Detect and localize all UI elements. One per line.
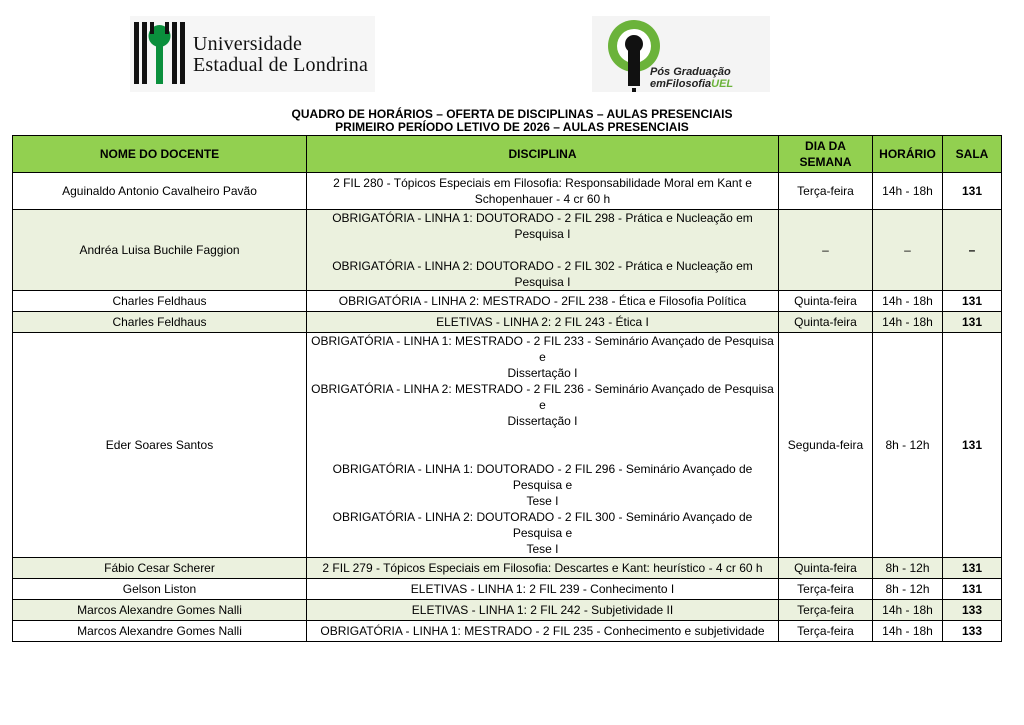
cell-horario: 8h - 12h (873, 579, 943, 600)
disciplina-line: ELETIVAS - LINHA 1: 2 FIL 239 - Conhecimento I (410, 582, 675, 596)
cell-docente: Fábio Cesar Scherer (13, 558, 307, 579)
header-horario: HORÁRIO (873, 136, 943, 173)
cell-docente: Charles Feldhaus (13, 291, 307, 312)
cell-docente: Marcos Alexandre Gomes Nalli (13, 621, 307, 642)
cell-docente: Eder Soares Santos (13, 333, 307, 558)
disciplina-line: OBRIGATÓRIA - LINHA 1: DOUTORADO - 2 FIL 296 - Seminário Avançado de Pesquisa e (332, 462, 753, 492)
cell-dia: Terça-feira (779, 579, 873, 600)
disciplina-line: OBRIGATÓRIA - LINHA 2: DOUTORADO - 2 FIL 302 - Prática e Nucleação em Pesquisa I (332, 259, 753, 289)
header-dia-line1: DIA DA (805, 139, 846, 153)
cell-disciplina (307, 558, 779, 579)
cell-horario: 14h - 18h (873, 173, 943, 210)
header-dia-line2: SEMANA (799, 155, 852, 169)
pos-line2 (650, 78, 733, 90)
cell-docente: Charles Feldhaus (13, 312, 307, 333)
header-dia (779, 136, 873, 173)
disciplina-line: OBRIGATÓRIA - LINHA 2: DOUTORADO - 2 FIL 300 - Seminário Avançado de Pesquisa e (332, 510, 753, 540)
disciplina-line: Tese I (526, 542, 559, 556)
cell-horario: 14h - 18h (873, 621, 943, 642)
cell-sala: 131 (943, 558, 1002, 579)
cell-horario: 8h - 12h (873, 333, 943, 558)
disciplina-line: 2 FIL 279 - Tópicos Especiais em Filosofia: Descartes e Kant: heurístico - 4 cr 60 h (322, 561, 763, 575)
header-sala: SALA (943, 136, 1002, 173)
cell-dia: Quinta-feira (779, 291, 873, 312)
cell-sala: 131 (943, 291, 1002, 312)
cell-sala: 133 (943, 621, 1002, 642)
cell-disciplina (307, 312, 779, 333)
cell-horario: 14h - 18h (873, 291, 943, 312)
cell-disciplina (307, 333, 779, 558)
disciplina-line: ELETIVAS - LINHA 1: 2 FIL 242 - Subjetividade II (411, 603, 674, 617)
cell-dia: Segunda-feira (779, 333, 873, 558)
cell-dia: Terça-feira (779, 173, 873, 210)
cell-dia: Terça-feira (779, 621, 873, 642)
cell-disciplina (307, 600, 779, 621)
cell-disciplina (307, 173, 779, 210)
table-row (13, 558, 1002, 579)
cell-sala: 131 (943, 333, 1002, 558)
cell-sala: 131 (943, 312, 1002, 333)
page-subtitle: PRIMEIRO PERÍODO LETIVO DE 2026 – AULAS PRESENCIAIS (335, 120, 689, 134)
header-docente: NOME DO DOCENTE (13, 136, 307, 173)
cell-sala: 133 (943, 600, 1002, 621)
cell-sala: 131 (943, 173, 1002, 210)
pos-graduacao-logo (592, 16, 770, 92)
cell-sala: 131 (943, 579, 1002, 600)
cell-docente: Gelson Liston (13, 579, 307, 600)
table-row (13, 579, 1002, 600)
cell-disciplina (307, 621, 779, 642)
disciplina-line: OBRIGATÓRIA - LINHA 1: MESTRADO - 2 FIL 235 - Conhecimento e subjetividade (320, 624, 765, 638)
cell-horario: – (873, 210, 943, 291)
table-row (13, 210, 1002, 291)
table-row (13, 621, 1002, 642)
disciplina-line: Tese I (526, 494, 559, 508)
cell-sala: – (943, 210, 1002, 291)
disciplina-line: Schopenhauer - 4 cr 60 h (474, 192, 611, 206)
uel-emblem-icon (132, 20, 190, 86)
uel-logo (130, 16, 375, 92)
table-row (13, 173, 1002, 210)
table-row (13, 600, 1002, 621)
cell-disciplina (307, 210, 779, 291)
disciplina-line: OBRIGATÓRIA - LINHA 1: MESTRADO - 2 FIL 233 - Seminário Avançado de Pesquisa e (311, 334, 774, 364)
page-title: QUADRO DE HORÁRIOS – OFERTA DE DISCIPLINAS – AULAS PRESENCIAIS (291, 107, 733, 121)
cell-horario: 14h - 18h (873, 312, 943, 333)
disciplina-line: OBRIGATÓRIA - LINHA 2: MESTRADO - 2FIL 238 - Ética e Filosofia Política (338, 294, 747, 308)
disciplina-line: OBRIGATÓRIA - LINHA 1: DOUTORADO - 2 FIL 298 - Prática e Nucleação em Pesquisa I (332, 211, 753, 241)
schedule-table (12, 135, 1002, 642)
cell-dia: Terça-feira (779, 600, 873, 621)
cell-docente: Marcos Alexandre Gomes Nalli (13, 600, 307, 621)
pos-line1: Pós Graduação (650, 66, 731, 78)
disciplina-line: 2 FIL 280 - Tópicos Especiais em Filosofia: Responsabilidade Moral em Kant e (333, 176, 752, 190)
table-header-row (13, 136, 1002, 173)
table-row (13, 291, 1002, 312)
header-disciplina: DISCIPLINA (307, 136, 779, 173)
uel-name-line1: Universidade (193, 33, 303, 55)
cell-horario: 8h - 12h (873, 558, 943, 579)
table-row (13, 312, 1002, 333)
cell-dia: Quinta-feira (779, 558, 873, 579)
cell-disciplina (307, 579, 779, 600)
cell-docente: Aguinaldo Antonio Cavalheiro Pavão (13, 173, 307, 210)
table-row (13, 333, 1002, 558)
cell-dia: Quinta-feira (779, 312, 873, 333)
cell-docente: Andréa Luisa Buchile Faggion (13, 210, 307, 291)
disciplina-line: OBRIGATÓRIA - LINHA 2: MESTRADO - 2 FIL 236 - Seminário Avançado de Pesquisa e (311, 382, 774, 412)
pos-line2-text: emFilosofia (650, 78, 712, 90)
cell-horario: 14h - 18h (873, 600, 943, 621)
uel-name-line2: Estadual de Londrina (193, 54, 369, 76)
disciplina-line: Dissertação I (507, 414, 578, 428)
disciplina-line: Dissertação I (507, 366, 578, 380)
cell-disciplina (307, 291, 779, 312)
pos-line2-uel: UEL (711, 78, 734, 90)
disciplina-line: ELETIVAS - LINHA 2: 2 FIL 243 - Ética I (436, 315, 649, 329)
cell-dia: – (779, 210, 873, 291)
